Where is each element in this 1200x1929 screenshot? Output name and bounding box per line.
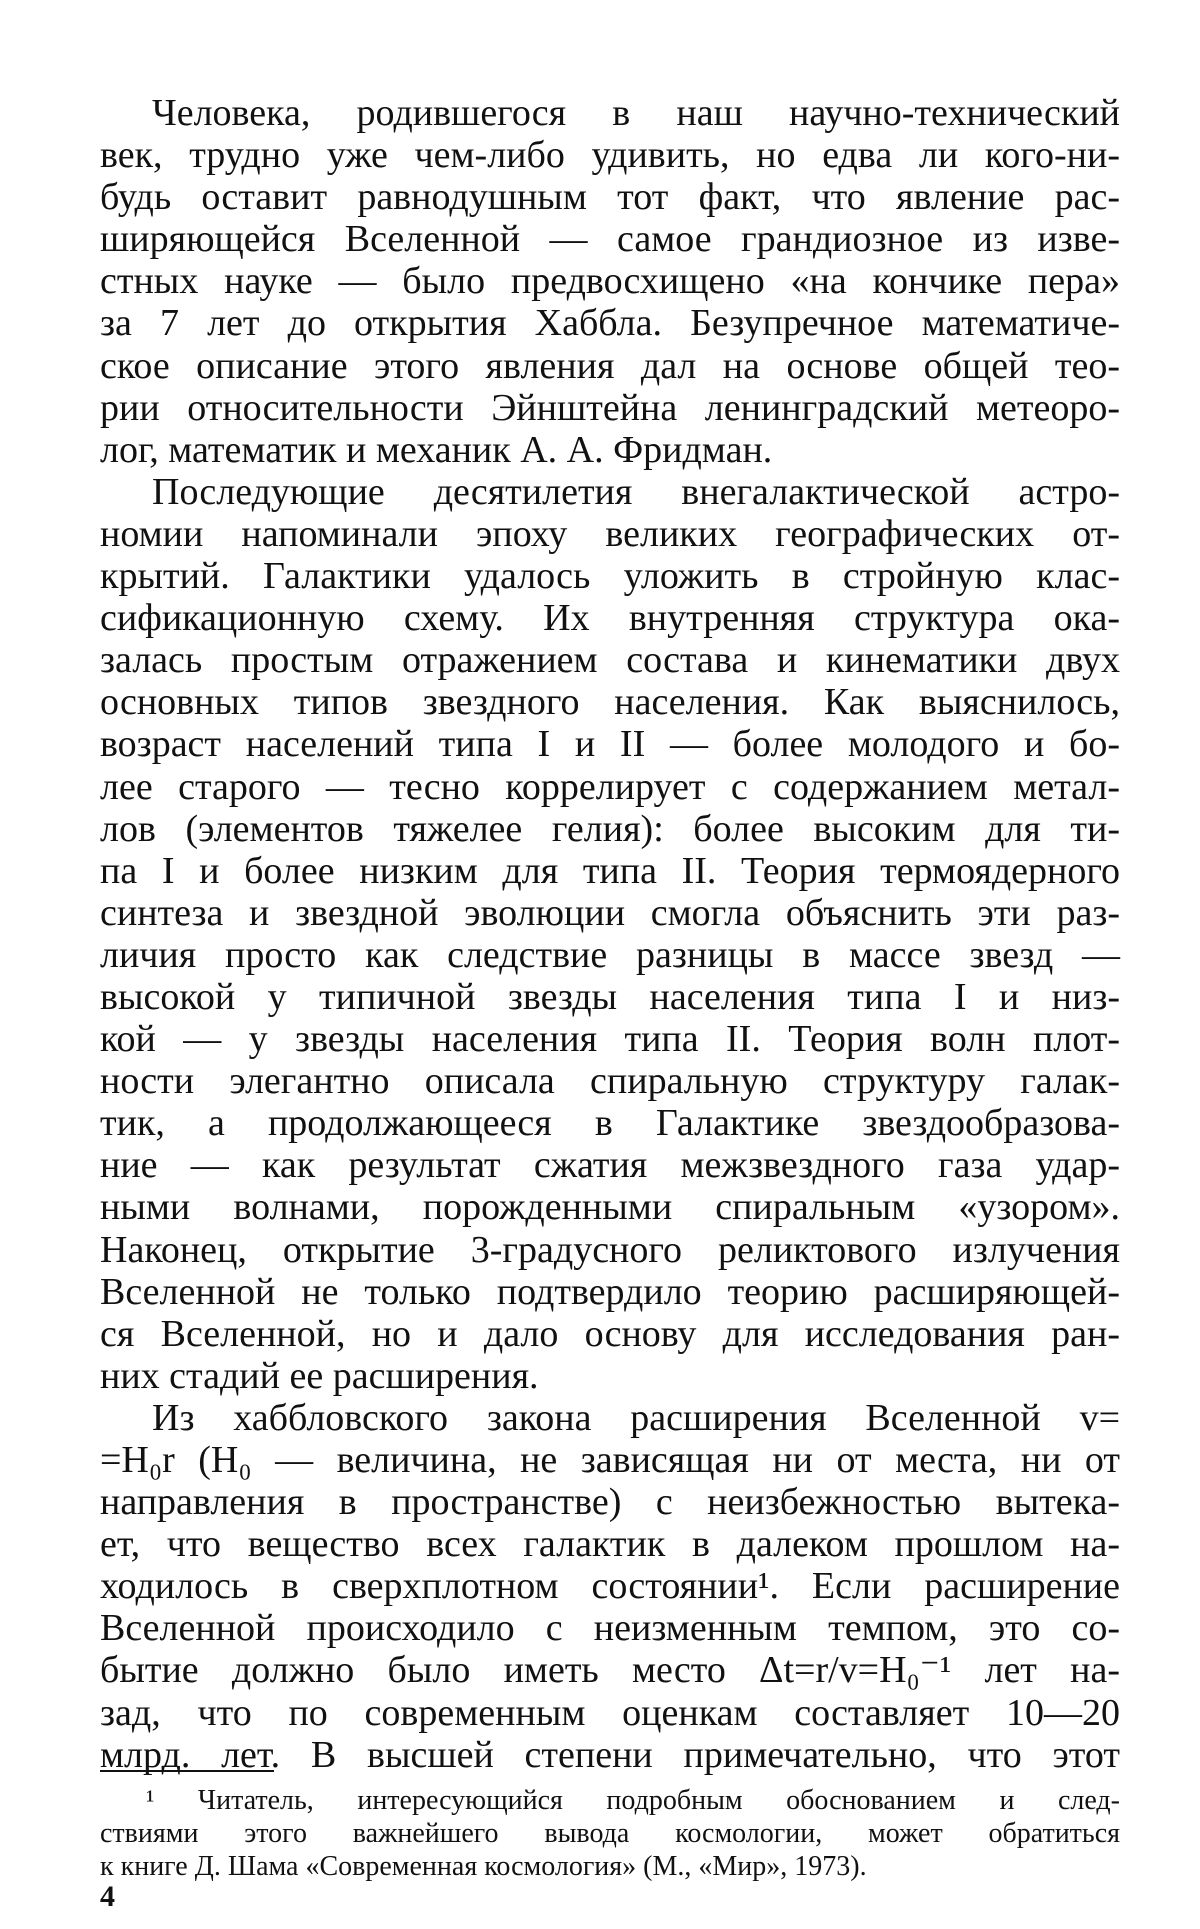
text-line: личия просто как следствие разницы в массе звезд — [100, 933, 1120, 976]
text-line: век, трудно уже чем-либо удивить, но едва ли кого-ни- [100, 134, 1120, 177]
paragraph-2 [100, 471, 1120, 1397]
text-line: тик, а продолжающееся в Галактике звездообразова- [100, 1102, 1120, 1145]
text-line: ся Вселенной, но и дало основу для исследования ран- [100, 1312, 1120, 1355]
text-line: сификационную схему. Их внутренняя структура ока- [100, 597, 1120, 640]
text-line: синтеза и звездной эволюции смогла объяснить эти раз- [100, 891, 1120, 934]
text-line: Вселенной происходило с неизменным темпом, это со- [100, 1607, 1120, 1650]
text-line: Из хаббловского закона расширения Вселенной v= [152, 1396, 1120, 1439]
text-line: лог, математик и механик А. А. Фридман. [100, 428, 773, 471]
footnote-line: ¹ Читатель, интересующийся подробным обоснованием и след- [146, 1785, 1120, 1816]
text-line: ское описание этого явления дал на основе общей тео- [100, 344, 1120, 387]
text-line: млрд. лет. В высшей степени примечательно, что этот [100, 1733, 1120, 1776]
text-line: ет, что вещество всех галактик в далеком прошлом на- [100, 1523, 1120, 1566]
text-line: бытие должно было иметь место Δt=r/v=H₀⁻¹ лет на- [100, 1649, 1120, 1692]
text-line: ширяющейся Вселенной — самое грандиозное из изве- [100, 218, 1120, 261]
footnote [100, 1784, 1120, 1883]
text-line: Вселенной не только подтвердило теорию расширяющей- [100, 1270, 1120, 1313]
footnote-line: ствиями этого важнейшего вывода космологии, может обратиться [100, 1818, 1120, 1849]
footnote-line: к книге Д. Шама «Современная космология» (М., «Мир», 1973). [100, 1851, 867, 1882]
text-line: ходилось в сверхплотном состоянии¹. Если расширение [100, 1565, 1120, 1608]
paragraph-1 [100, 92, 1120, 471]
text-line: =H₀r (H₀ — величина, не зависящая ни от места, ни от [100, 1439, 1120, 1481]
text-line: рии относительности Эйнштейна ленинградский метеоро- [100, 386, 1120, 429]
text-line: них стадий ее расширения. [100, 1354, 539, 1397]
text-line: крытий. Галактики удалось уложить в стройную клас- [100, 555, 1120, 598]
text-line: высокой у типичной звезды населения типа I и низ- [100, 975, 1120, 1018]
text-line: Последующие десятилетия внегалактической астро- [152, 470, 1120, 513]
text-line: лов (элементов тяжелее гелия): более высоким для ти- [100, 807, 1120, 850]
text-line: ными волнами, порожденными спиральным «узором». [100, 1186, 1120, 1229]
text-line: направления в пространстве) с неизбежностью вытека- [100, 1481, 1120, 1524]
main-text [100, 92, 1120, 1776]
page-number: 4 [100, 1880, 115, 1913]
text-line: будь оставит равнодушным тот факт, что явление рас- [100, 176, 1120, 219]
text-line: стных науке — было предвосхищено «на кончике пера» [100, 260, 1120, 303]
text-line: залась простым отражением состава и кинематики двух [100, 639, 1120, 682]
text-line: Наконец, открытие 3-градусного реликтового излучения [100, 1228, 1120, 1271]
text-line: ности элегантно описала спиральную структуру галак- [100, 1060, 1120, 1103]
text-line: Человека, родившегося в наш научно-технический [152, 92, 1120, 134]
text-line: зад, что по современным оценкам составляет 10—20 [100, 1691, 1120, 1734]
text-line: па I и более низким для типа II. Теория термоядерного [100, 849, 1120, 892]
text-line: лее старого — тесно коррелирует с содержанием метал- [100, 765, 1120, 808]
text-line: номии напоминали эпоху великих географических от- [100, 512, 1120, 555]
text-line: основных типов звездного населения. Как выяснилось, [100, 681, 1120, 724]
footnote-divider [100, 1770, 274, 1772]
text-line: возраст населений типа I и II — более молодого и бо- [100, 723, 1120, 766]
text-line: за 7 лет до открытия Хаббла. Безупречное математиче- [100, 302, 1120, 345]
text-line: ние — как результат сжатия межзвездного газа удар- [100, 1144, 1120, 1187]
text-line: кой — у звезды населения типа II. Теория волн плот- [100, 1018, 1120, 1061]
paragraph-3 [100, 1397, 1120, 1776]
